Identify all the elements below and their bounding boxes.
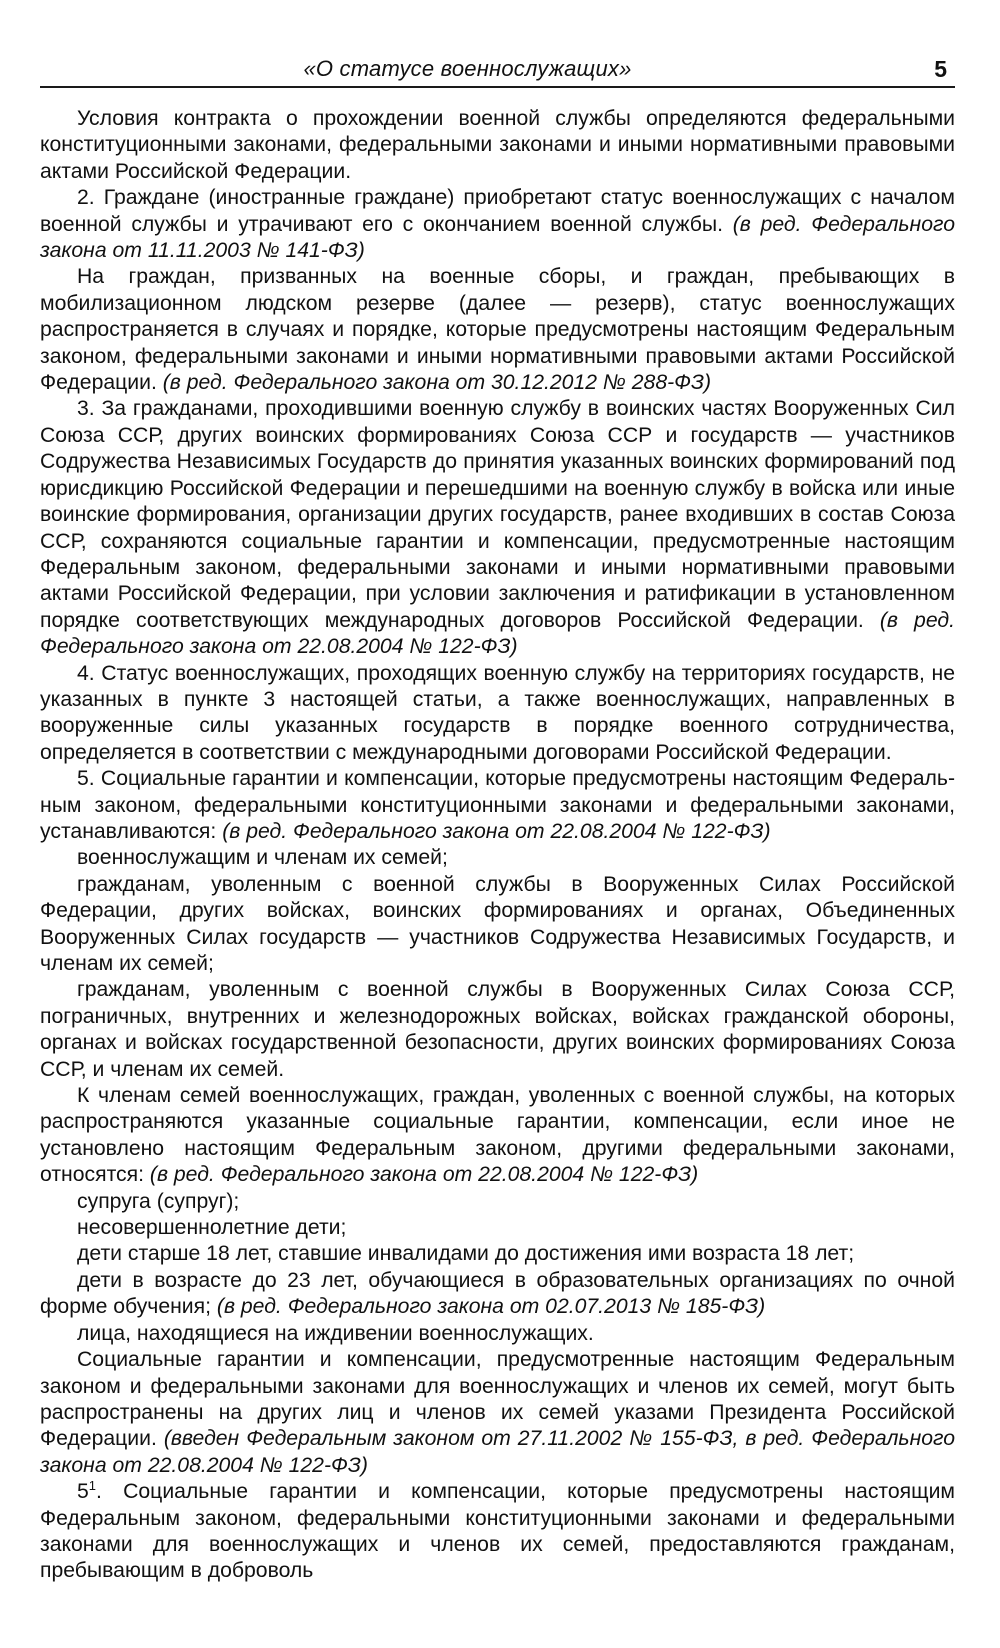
paragraph <box>40 1215 955 1241</box>
clause-superscript: 1 <box>88 1478 97 1494</box>
paragraph <box>40 977 955 1083</box>
paragraph <box>40 1268 955 1321</box>
clause-number: 5 <box>77 1480 89 1504</box>
paragraph <box>40 1479 955 1585</box>
paragraph-text: Социальные гарантии и компенсации, предусмотренные настоящим Федеральным законом и федеральными законами для военнослужащих и членов их семей, могут быть распространены на других лиц и членов их семей указами Президента Российской Федерации. <box>40 1348 955 1451</box>
paragraph <box>40 1321 955 1347</box>
paragraph-text: . Социальные гарантии и компенсации, которые предусмотрены настоящим Федеральным законом, федеральными конституционными законами и федеральными законами для военнослужащих и членов их семей, предоставляются гражданам, пребывающим в доброволь <box>40 1480 955 1583</box>
paragraph <box>40 264 955 396</box>
page-number: 5 <box>934 56 947 82</box>
paragraph-text: дети старше 18 лет, ставшие инвалидами до достижения ими возраста 18 лет; <box>77 1242 855 1266</box>
paragraph-text: 5. Социальные гарантии и компенсации, которые предусмотрены настоящим Федеральным законом, федеральными конституционными законами и федеральными законами, устанавливаются: <box>40 767 955 843</box>
running-header <box>40 44 955 88</box>
running-title: «О статусе военнослужащих» <box>303 56 632 81</box>
paragraph <box>40 185 955 264</box>
edition-note: (в ред. Федерального закона от 22.08.2004 № 122-ФЗ) <box>222 819 771 843</box>
paragraph-text: 2. Граждане (иностранные граждане) приобретают статус военнослужащих с началом военной службы и утрачивают его с окончанием военной службы. <box>40 186 955 236</box>
edition-note: (введен Федеральным законом от 27.11.2002 № 155-ФЗ, в ред. Федерального закона от 22.08.2004 № 122-ФЗ) <box>40 1427 956 1477</box>
paragraph <box>40 661 955 767</box>
paragraph-text: гражданам, уволенным с военной службы в Вооруженных Силах Российской Федерации, других войсках, воинских формированиях и органах, Объединенных Вооруженных Силах государств — участников Содружества Независимых Государств, и членам их семей; <box>40 872 955 975</box>
paragraph-text: Условия контракта о прохождении военной службы определяются федеральными конституционными законами, федеральными законами и иными нормативными правовыми актами Российской Федерации. <box>40 107 955 183</box>
paragraph <box>40 1347 955 1479</box>
paragraph-text: дети в возрасте до 23 лет, обучающиеся в образовательных организациях по очной форме обучения; <box>40 1268 955 1319</box>
paragraph <box>40 1241 955 1267</box>
paragraph <box>40 872 955 978</box>
paragraph <box>40 766 955 845</box>
paragraph-text: 3. За гражданами, проходившими военную службу в воинских частях Вооруженных Сил Союза ССР, других воинских формированиях Союза ССР и государств — участников Содружества Независимых Государств до принятия указанных воинских формирований под юрисдикцию Российской Федерации и перешедшими на военную службу в войска или иные воинские формирования, организации других государств, ранее входивших в состав Союза ССР, сохраняются социальные гарантии и компенсации, предусмотренные настоящим Федеральным законом, федеральными законами и иными нормативными правовыми актами Российской Федерации, при условии заключения и ратификации в установленном порядке соответствующих международных договоров Российской Федерации. <box>40 397 955 632</box>
paragraph <box>40 1189 955 1215</box>
paragraph-text: На граждан, призванных на военные сборы, и граждан, пребывающих в мобилизационном людском резерве (далее — резерв), статус военнослужащих распространяется в случаях и порядке, которые предусмотрены настоящим Федеральным законом, федеральными законами и иными нормативными правовыми актами Российской Федерации. <box>40 265 955 395</box>
edition-note: (в ред. Федерального закона от 22.08.2004 № 122-ФЗ) <box>149 1163 699 1187</box>
paragraph <box>40 396 955 660</box>
paragraph-text: гражданам, уволенным с военной службы в Вооруженных Силах Союза ССР, пограничных, внутренних и железнодорожных войсках, войсках гражданской обороны, органах и войсках государственной безопасности, других воинских формированиях Союза ССР, и членам их семей. <box>40 978 955 1081</box>
paragraph-text: 4. Статус военнослужащих, проходящих военную службу на территориях государств, не указанных в пункте 3 настоящей статьи, а также военнослужащих, направленных в вооруженные силы указанных государств в порядке военного сотрудничества, определяется в соответствии с международными договорами Российской Федерации. <box>40 661 955 764</box>
edition-note: (в ред. Федерального закона от 22.08.2004 № 122-ФЗ) <box>40 608 955 659</box>
paragraph-text: лица, находящиеся на иждивении военнослужащих. <box>77 1321 594 1345</box>
paragraph-text: военнослужащим и членам их семей; <box>77 846 448 870</box>
paragraph <box>40 845 955 871</box>
paragraph <box>40 1083 955 1189</box>
paragraph <box>40 106 955 185</box>
edition-note: (в ред. Федерального закона от 30.12.2012 № 288-ФЗ) <box>162 371 712 395</box>
paragraph-text: К членам семей военнослужащих, граждан, уволенных с военной службы, на которых распространяются указанные социальные гарантии, компенсации, если иное не установлено настоящим Федеральным законом, другими федеральными законами, относятся: <box>40 1084 955 1187</box>
paragraph-text: супруга (супруг); <box>77 1189 240 1213</box>
document-body <box>40 102 955 1585</box>
edition-note: (в ред. Федерального закона от 02.07.2013 № 185-ФЗ) <box>216 1295 766 1319</box>
paragraph-text: несовершеннолетние дети; <box>77 1216 347 1240</box>
edition-note: (в ред. Федерального закона от 11.11.2003 № 141-ФЗ) <box>40 212 955 263</box>
